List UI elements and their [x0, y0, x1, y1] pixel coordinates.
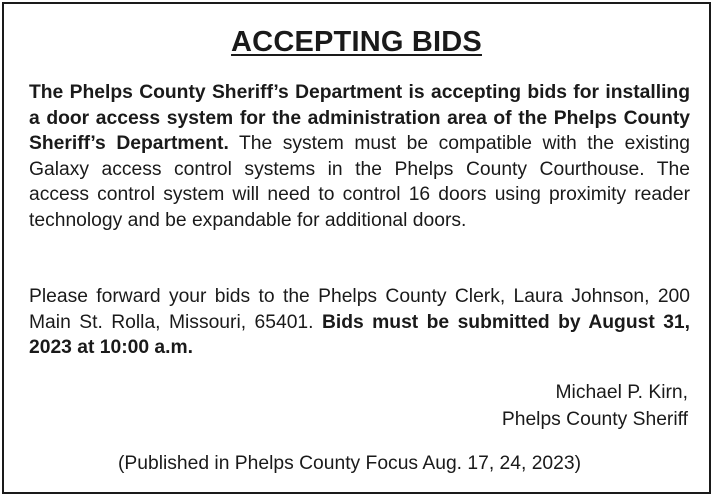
signature-name: Michael P. Kirn, — [555, 382, 688, 403]
paragraph-2-body: Please forward your bids to the Phelps County Clerk, Laura Johnson, 200 Main St. Rolla, Missouri, 65401. — [29, 286, 690, 333]
publication-note: (Published in Phelps County Focus Aug. 17, 24, 2023) — [117, 453, 582, 474]
paragraph-2-bold-deadline: Bids must be submitted by August 31, 2023 at 10:00 a.m. — [29, 311, 690, 358]
paragraph-1-body: The system must be compatible with the existing Galaxy access control systems in the Phelps County Courthouse. The access control system will need to control 16 doors using proximity reader technology and be expandable for additional doors. — [29, 133, 690, 231]
paragraph-1-bold-lead: The Phelps County Sheriff’s Department is accepting bids for installing a door access system for the administration area of the Phelps County Sheriff’s Department. — [29, 82, 690, 154]
notice-title-text: ACCEPTING BIDS — [231, 26, 482, 58]
notice-paragraph-1 — [29, 80, 690, 233]
legal-notice — [2, 2, 711, 494]
signature-title: Phelps County Sheriff — [501, 409, 688, 430]
signature-block — [502, 379, 688, 433]
notice-title — [4, 24, 709, 60]
notice-paragraph-2 — [29, 284, 690, 361]
